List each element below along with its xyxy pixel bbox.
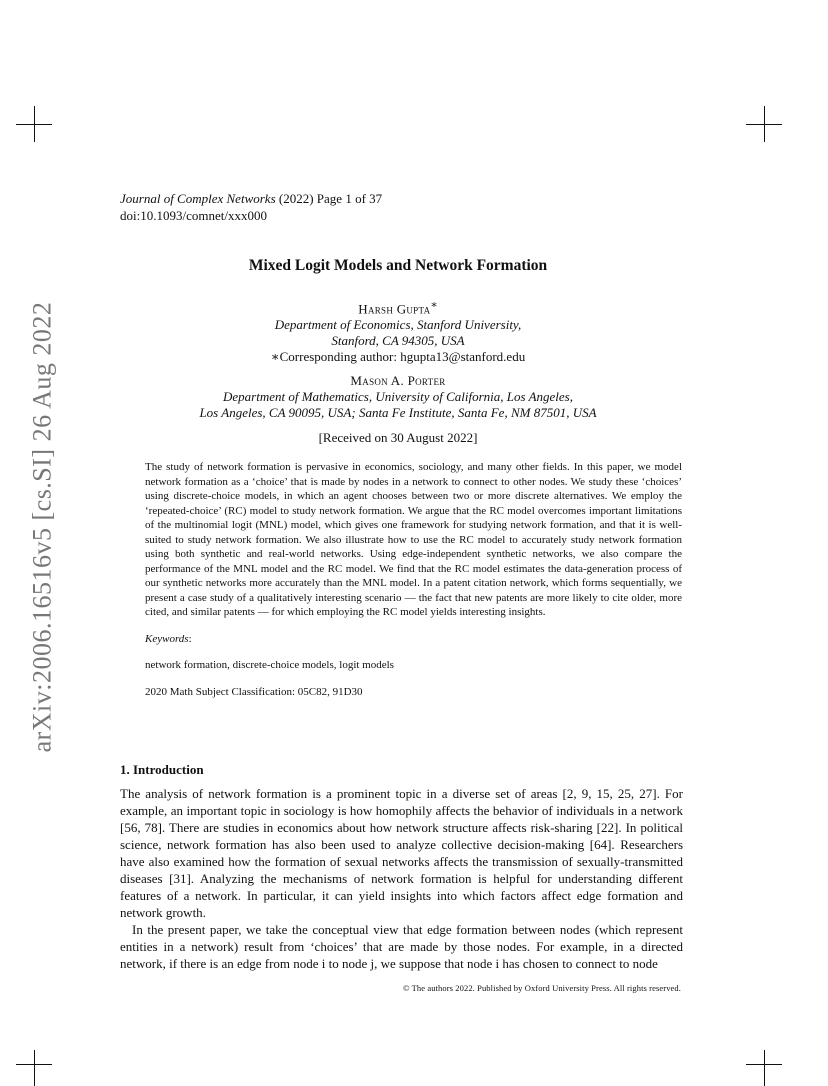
author-1-affiliation-line: Department of Economics, Stanford University, bbox=[274, 317, 522, 333]
section-heading: 1. Introduction bbox=[120, 762, 204, 777]
keywords: network formation, discrete-choice models, logit models bbox=[145, 659, 394, 671]
crop-mark-top-right-v bbox=[764, 106, 765, 142]
author-2: Mason A. Porter bbox=[350, 373, 446, 389]
author-1 bbox=[0, 297, 796, 317]
abstract bbox=[145, 460, 682, 699]
keywords-heading bbox=[145, 632, 682, 647]
math-subject-classification: 2020 Math Subject Classification: 05C82, 91D30 bbox=[145, 685, 363, 698]
journal-page-info: (2022) Page 1 of 37 bbox=[275, 191, 383, 206]
crop-mark-bottom-left-v bbox=[34, 1050, 35, 1086]
paragraph: In the present paper, we take the conceptual view that edge formation between nodes (which represent entities in a network) result from ‘choices’ that are made by those nodes. For example, in a directed network, if there is an edge from node i to node j, we suppose that node i has chosen to connect to node bbox=[120, 922, 683, 971]
paragraph: The analysis of network formation is a prominent topic in a diverse set of areas [2, 9, 15, 25, 27]. For example, an important topic in sociology is how homophily affects the behavior of individuals in a network [56, 78]. There are studies in economics about how network structure affects risk-sharing [22]. In political science, network formation has also been used to analyze collective decision-making [64]. Researchers have also examined how the formation of sexual networks affects the transmission of sexually-transmitted diseases [31]. Analyzing the mechanisms of network formation is helpful for understanding different features of a network. In particular, it can yield insights into which factors affect edge formation and network growth. bbox=[120, 786, 683, 920]
corresponding-marker: ∗ bbox=[430, 299, 438, 311]
crop-mark-top-left-v bbox=[34, 106, 35, 142]
doi: doi:10.1093/comnet/xxx000 bbox=[120, 208, 267, 223]
corresponding-author: ∗Corresponding author: hgupta13@stanford.edu bbox=[270, 349, 526, 365]
author-1-affiliation-line: Stanford, CA 94305, USA bbox=[331, 333, 465, 349]
keywords-label: Keywords bbox=[145, 632, 189, 645]
journal-name: Journal of Complex Networks bbox=[120, 191, 276, 206]
author-2-affiliation-line: Los Angeles, CA 90095, USA; Santa Fe Institute, Santa Fe, NM 87501, USA bbox=[199, 405, 597, 421]
crop-mark-bottom-right-v bbox=[764, 1050, 765, 1086]
abstract-text: The study of network formation is pervasive in economics, sociology, and many other fields. In this paper, we model network formation as a ‘choice’ that is made by nodes in a network to connect to other nodes. We study these ‘choices’ using discrete-choice models, in which an agent chooses between two or more discrete alternatives. We employ the ‘repeated-choice’ (RC) model to study network formation. We argue that the RC model overcomes important limitations of the multinomial logit (MNL) model, which gives one framework for studying network formation, and that it is well-suited to study network formation. We also illustrate how to use the RC model to accurately study network formation using both synthetic and real-world networks. Using edge-independent synthetic networks, we also compare the performance of the MNL model and the RC model. We find that the RC model estimates the data-generation process of our synthetic networks more accurately than the MNL model. In a patent citation network, which forms sequentially, we present a case study of a qualitatively interesting scenario — the fact that new patents are more likely to cite older, more cited, and similar patents — for which employing the RC model yields interesting insights. bbox=[145, 461, 682, 618]
author-block bbox=[0, 297, 796, 446]
author-name: Harsh Gupta bbox=[358, 301, 431, 317]
author-2-affiliation-line: Department of Mathematics, University of California, Los Angeles, bbox=[222, 389, 573, 405]
paper-title: Mixed Logit Models and Network Formation bbox=[248, 257, 548, 274]
received-date: [Received on 30 August 2022] bbox=[318, 430, 478, 446]
journal-header bbox=[120, 190, 382, 224]
journal-line bbox=[120, 190, 382, 207]
copyright-notice: © The authors 2022. Published by Oxford University Press. All rights reserved. bbox=[402, 983, 681, 993]
keywords-colon: : bbox=[188, 632, 192, 645]
arxiv-stamp-text: arXiv:2006.16516v5 [cs.SI] 26 Aug 2022 bbox=[27, 301, 57, 753]
section-body bbox=[120, 785, 683, 972]
